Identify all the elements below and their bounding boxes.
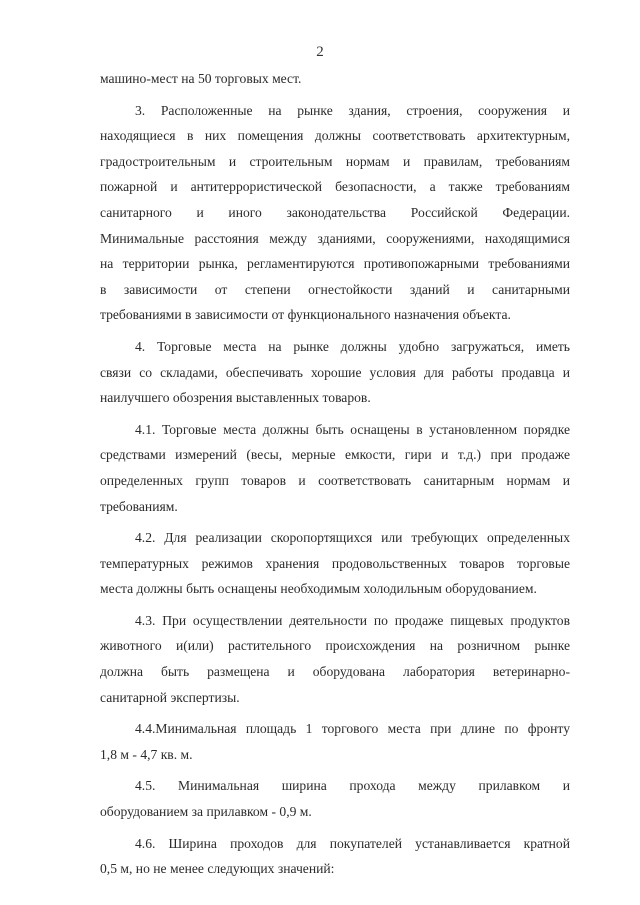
- text-line: на территории рынка, регламентируются противопожарными требованиями: [100, 256, 570, 272]
- text-line: 4.3. При осуществлении деятельности по продаже пищевых продуктов: [135, 612, 570, 628]
- text-line: связи со складами, обеспечивать хорошие условия для работы продавца и: [100, 364, 570, 380]
- paragraph-4-1: [100, 417, 570, 519]
- text-line: градостроительным и строительным нормам и правилам, требованиям: [100, 153, 570, 169]
- text-line: в зависимости от степени огнестойкости зданий и санитарными: [100, 281, 570, 297]
- text-line: должна быть размещена и оборудована лаборатория ветеринарно-: [100, 664, 570, 680]
- text-line: 4.5. Минимальная ширина прохода между прилавком и: [135, 778, 570, 794]
- text-line: 4.4.Минимальная площадь 1 торгового места при длине по фронту: [135, 721, 570, 737]
- text-line: находящиеся в них помещения должны соответствовать архитектурным,: [100, 128, 570, 144]
- text-line: места должны быть оснащены необходимым холодильным оборудованием.: [100, 581, 537, 597]
- paragraph-4-2: [100, 525, 570, 602]
- paragraph-4-6: [100, 831, 570, 882]
- text-line: определенных групп товаров и соответствовать санитарным нормам и: [100, 472, 570, 488]
- document-body: [100, 66, 570, 882]
- text-line: требованиям.: [100, 498, 178, 514]
- text-line: санитарного и иного законодательства Российской Федерации.: [100, 204, 570, 220]
- text-line: 3. Расположенные на рынке здания, строения, сооружения и: [135, 102, 570, 118]
- text-line: температурных режимов хранения продовольственных товаров торговые: [100, 555, 570, 571]
- text-line: оборудованием за прилавком - 0,9 м.: [100, 804, 312, 820]
- text-line: требованиями в зависимости от функционального назначения объекта.: [100, 307, 511, 323]
- paragraph-4: [100, 334, 570, 411]
- text-line: средствами измерений (весы, мерные емкости, гири и т.д.) при продаже: [100, 447, 570, 463]
- text-line: 1,8 м - 4,7 кв. м.: [100, 746, 193, 762]
- paragraph-4-4: [100, 716, 570, 767]
- text-line: пожарной и антитеррористической безопасности, а также требованиям: [100, 179, 570, 195]
- text-line: Минимальные расстояния между зданиями, сооружениями, находящимися: [100, 230, 570, 246]
- text-line: животного и(или) растительного происхождения на розничном рынке: [100, 638, 570, 654]
- text-line: 4. Торговые места на рынке должны удобно загружаться, иметь: [135, 338, 570, 354]
- text-line: машино-мест на 50 торговых мест.: [100, 71, 302, 86]
- paragraph-continuation: [100, 66, 570, 92]
- paragraph-4-5: [100, 773, 570, 824]
- text-line: санитарной экспертизы.: [100, 689, 240, 705]
- text-line: 4.1. Торговые места должны быть оснащены в установленном порядке: [135, 421, 570, 437]
- text-line: 0,5 м, но не менее следующих значений:: [100, 861, 335, 877]
- text-line: 4.6. Ширина проходов для покупателей устанавливается кратной: [135, 835, 570, 851]
- text-line: наилучшего обозрения выставленных товаров.: [100, 390, 371, 406]
- text-line: 4.2. Для реализации скоропортящихся или требующих определенных: [135, 530, 570, 546]
- page-number: 2: [316, 44, 324, 60]
- paragraph-3: [100, 98, 570, 328]
- paragraph-4-3: [100, 608, 570, 710]
